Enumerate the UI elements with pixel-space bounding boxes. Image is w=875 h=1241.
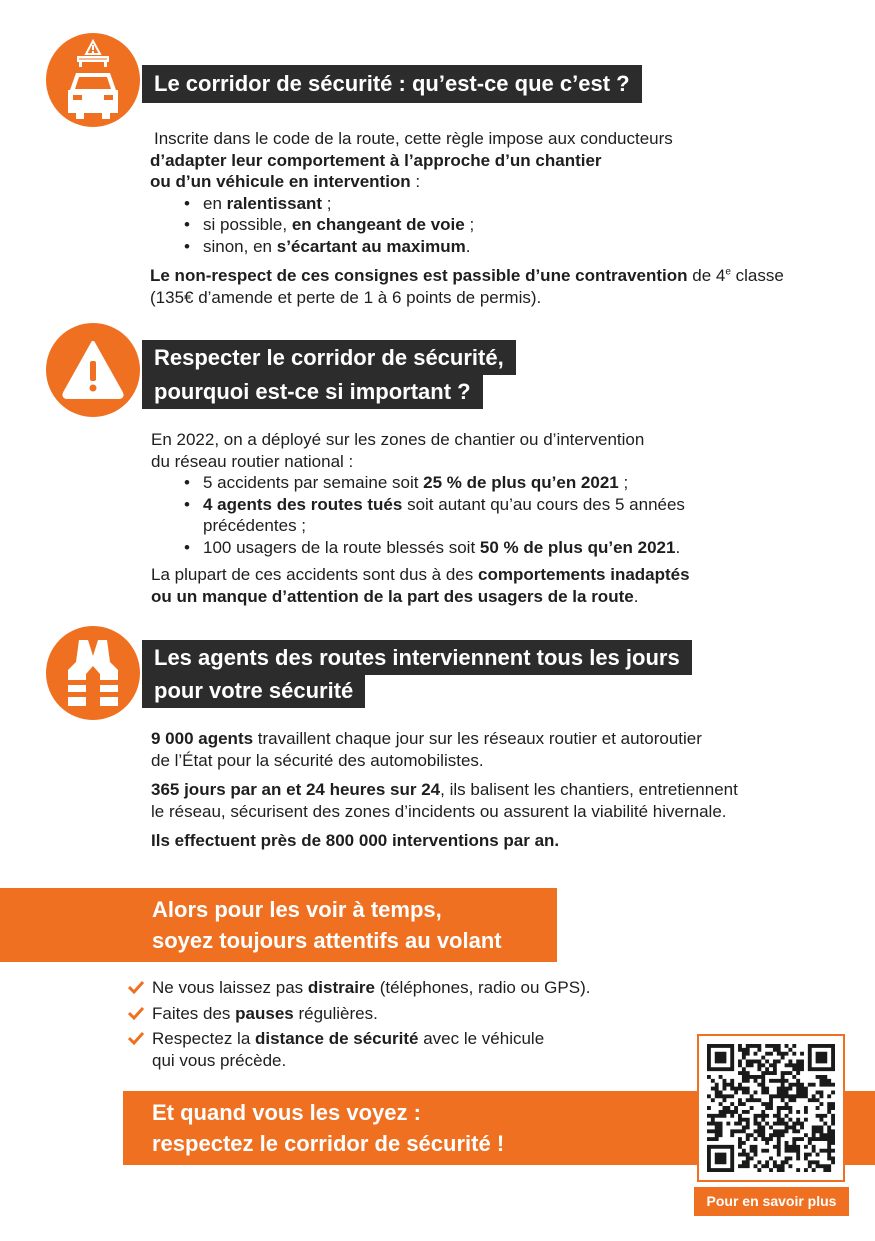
section3-p1: 9 000 agents travaillent chaque jour sur les réseaux routier et autoroutier xyxy=(151,729,702,748)
cta1-line1: Alors pour les voir à temps, xyxy=(152,897,442,922)
section2-outro: La plupart de ces accidents sont dus à des comportements inadaptés xyxy=(151,565,690,584)
check-icon xyxy=(128,980,144,994)
check-icon xyxy=(128,1006,144,1020)
list-item: Ne vous laissez pas distraire (téléphones, radio ou GPS). xyxy=(128,977,688,999)
section3-p3: Ils effectuent près de 800 000 interventions par an. xyxy=(151,831,560,850)
section2-title-line1: Respecter le corridor de sécurité, xyxy=(142,340,516,375)
section3-p2-2: le réseau, sécurisent des zones d’incidents ou assurent la viabilité hivernale. xyxy=(151,801,727,821)
cta2-line1: Et quand vous les voyez : xyxy=(152,1100,421,1125)
list-item: • 5 accidents par semaine soit 25 % de plus qu’en 2021 ; xyxy=(198,472,851,494)
list-item: • 4 agents des routes tués soit autant qu’au cours des 5 années précédentes ; xyxy=(198,494,851,537)
section1-icon-circle xyxy=(46,33,140,127)
section3-title-line2: pour votre sécurité xyxy=(142,673,365,708)
section1-intro: Inscrite dans le code de la route, cette règle impose aux conducteurs xyxy=(154,129,673,148)
section2-outro-2: ou un manque d’attention de la part des usagers de la route. xyxy=(151,586,639,606)
section3-body xyxy=(151,728,851,852)
list-item: • sinon, en s’écartant au maximum. xyxy=(198,236,838,258)
list-item: • en ralentissant ; xyxy=(198,193,838,215)
more-info-link[interactable]: Pour en savoir plus xyxy=(694,1187,849,1216)
section3-icon-circle xyxy=(46,626,140,720)
section3-p2: 365 jours par an et 24 heures sur 24, ils balisent les chantiers, entretiennent xyxy=(151,780,738,799)
qr-modules xyxy=(707,1044,835,1172)
list-item: Faites des pauses régulières. xyxy=(128,1003,688,1025)
list-item: • 100 usagers de la route blessés soit 50 % de plus qu’en 2021. xyxy=(198,537,851,559)
qr-code-icon xyxy=(699,1036,843,1180)
qr-code[interactable] xyxy=(697,1034,845,1182)
section1-intro-colon: : xyxy=(410,172,421,191)
section2-title-line2: pourquoi est-ce si important ? xyxy=(142,374,483,409)
section3-title-line1: Les agents des routes interviennent tous les jours xyxy=(142,640,692,675)
check-icon xyxy=(128,1031,144,1045)
section3-p1-2: de l’État pour la sécurité des automobilistes. xyxy=(151,750,484,770)
section1-intro-bold-2: ou d’un véhicule en intervention xyxy=(150,172,411,191)
section1-penalty: Le non-respect de ces consignes est passible d’une contravention de 4e classe xyxy=(150,266,784,285)
safety-vest-icon xyxy=(46,626,140,720)
section2-icon-circle xyxy=(46,323,140,417)
car-roadwork-icon xyxy=(46,33,140,127)
cta1-line2: soyez toujours attentifs au volant xyxy=(152,928,502,953)
list-item: • si possible, en changeant de voie ; xyxy=(198,214,838,236)
cta1-banner xyxy=(0,888,557,962)
section1-penalty-detail: (135€ d’amende et perte de 1 à 6 points de permis). xyxy=(150,287,542,307)
section2-intro-2: du réseau routier national : xyxy=(151,451,354,471)
cta2-line2: respectez le corridor de sécurité ! xyxy=(152,1131,505,1156)
section2-intro: En 2022, on a déployé sur les zones de chantier ou d’intervention xyxy=(151,430,645,449)
section1-title: Le corridor de sécurité : qu’est-ce que c’est ? xyxy=(142,65,642,103)
warning-triangle-icon xyxy=(46,323,140,417)
section1-body xyxy=(138,128,838,308)
section2-body xyxy=(151,429,851,607)
section1-intro-bold-1: d’adapter leur comportement à l’approche d’un chantier xyxy=(150,150,602,170)
list-item: Respectez la distance de sécurité avec le véhicule qui vous précède. xyxy=(128,1028,688,1071)
advice-list xyxy=(128,977,688,1075)
